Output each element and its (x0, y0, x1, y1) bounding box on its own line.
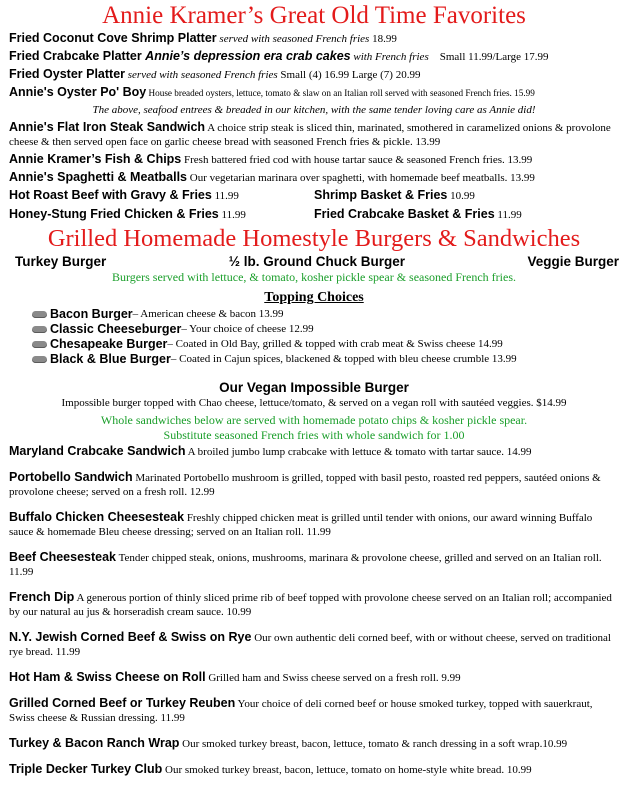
vegan-title: Our Vegan Impossible Burger (219, 380, 409, 395)
menu-item: Annie Kramer’s Fish & Chips Fresh battered fried cod with house tartar sauce & seasoned French fries. 13.99 (9, 152, 533, 166)
burger-type: Turkey Burger (15, 254, 107, 269)
topping-item: Chesapeake Burger – Coated in Old Bay, grilled & topped with crab meat & Swiss cheese 14.99 (9, 337, 619, 352)
topping-item: Bacon Burger – American cheese & bacon 13.99 (9, 307, 619, 322)
menu-item: Shrimp Basket & Fries 10.99 (314, 188, 475, 202)
sandwich-item: Grilled Corned Beef or Turkey Reuben Your choice of deli corned beef or house smoked turkey, topped with sauerkraut, Swiss cheese & Russian dressing. 11.99 (9, 696, 593, 724)
bullet-icon (32, 356, 47, 363)
sandwich-item: N.Y. Jewish Corned Beef & Swiss on Rye Our own authentic deli corned beef, with or without cheese, served on traditional rye bread. 11.99 (9, 630, 611, 658)
sandwich-item: Turkey & Bacon Ranch Wrap Our smoked turkey breast, bacon, lettuce, tomato & ranch dressing in a soft wrap.10.99 (9, 736, 568, 750)
menu-pair-row (9, 188, 619, 204)
menu-item: Annie's Flat Iron Steak Sandwich A choice strip steak is sliced thin, marinated, smothered in caramelized onions & provolone cheese & then served open face on garlic cheese bread with seasoned French fries & pickle. 13.99 (9, 120, 611, 148)
vegan-desc: Impossible burger topped with Chao cheese, lettuce/tomato, & served on a vegan roll with sautéed veggies. $14.99 (61, 397, 567, 409)
topping-item: Black & Blue Burger – Coated in Cajun spices, blackened & topped with bleu cheese crumble 13.99 (9, 352, 619, 367)
burger-type: ½ lb. Ground Chuck Burger (228, 254, 405, 269)
menu-item: Fried Oyster Platter served with seasoned French fries Small (4) 16.99 Large (7) 20.99 (9, 67, 421, 81)
menu-page (0, 1, 625, 811)
burger-type: Veggie Burger (527, 254, 619, 269)
burger-note: Burgers served with lettuce, & tomato, kosher pickle spear & seasoned French fries. (112, 270, 516, 284)
menu-item: Fried Coconut Cove Shrimp Platter served with seasoned French fries 18.99 (9, 31, 397, 45)
menu-item: Honey-Stung Fried Chicken & Fries 11.99 (9, 207, 246, 221)
menu-item: Fried Crabcake Basket & Fries 11.99 (314, 207, 522, 221)
sandwich-note: Whole sandwiches below are served with homemade potato chips & kosher pickle spear. (100, 413, 528, 427)
menu-item: Fried Crabcake Platter Annie’s depression era crab cakes with French fries Small 11.99/Large 17.99 (9, 49, 549, 63)
sandwich-item: Hot Ham & Swiss Cheese on Roll Grilled ham and Swiss cheese served on a fresh roll. 9.99 (9, 670, 461, 684)
bullet-icon (32, 326, 47, 333)
sandwich-item: Buffalo Chicken Cheesesteak Freshly chipped chicken meat is grilled until tender with onions, our award winning Buffalo sauce & homemade Bleu cheese dressing; served on an Italian roll. 11.99 (9, 510, 593, 538)
favorites-title: Annie Kramer’s Great Old Time Favorites (102, 2, 526, 29)
seafood-note: The above, seafood entrees & breaded in our kitchen, with the same tender loving care as Annie did! (92, 104, 536, 116)
sandwich-item: Maryland Crabcake Sandwich A broiled jumbo lump crabcake with lettuce & tomato with tartar sauce. 14.99 (9, 444, 532, 458)
burger-types (9, 254, 619, 270)
sandwich-item: Triple Decker Turkey Club Our smoked turkey breast, bacon, lettuce, tomato on home-style white bread. 10.99 (9, 762, 532, 776)
menu-item: Hot Roast Beef with Gravy & Fries 11.99 (9, 188, 239, 202)
sandwich-item: French Dip A generous portion of thinly sliced prime rib of beef topped with provolone cheese served on an Italian roll; accompanied by our natural au jus & horseradish cream sauce. 10.99 (9, 590, 612, 618)
sandwich-item: Beef Cheesesteak Tender chipped steak, onions, mushrooms, marinara & provolone cheese, grilled and served on an Italian roll. 11.99 (9, 550, 602, 578)
menu-item: Annie's Spaghetti & Meatballs Our vegetarian marinara over spaghetti, with homemade beef meatballs. 13.99 (9, 170, 535, 184)
menu-item: Annie's Oyster Po' Boy House breaded oysters, lettuce, tomato & slaw on an Italian roll served with seasoned French fries. 15.99 (9, 85, 535, 99)
menu-pair-row (9, 207, 619, 223)
sandwich-item: Portobello Sandwich Marinated Portobello mushroom is grilled, topped with basil pesto, roasted red peppers, sautéed onions & provolone cheese; served on a fresh roll. 12.99 (9, 470, 601, 498)
topping-item: Classic Cheeseburger – Your choice of cheese 12.99 (9, 322, 619, 337)
bullet-icon (32, 341, 47, 348)
bullet-icon (32, 311, 47, 318)
burgers-title: Grilled Homemade Homestyle Burgers & Sandwiches (47, 225, 581, 252)
topping-title: Topping Choices (264, 290, 364, 305)
sandwich-note: Substitute seasoned French fries with whole sandwich for 1.00 (163, 428, 465, 442)
